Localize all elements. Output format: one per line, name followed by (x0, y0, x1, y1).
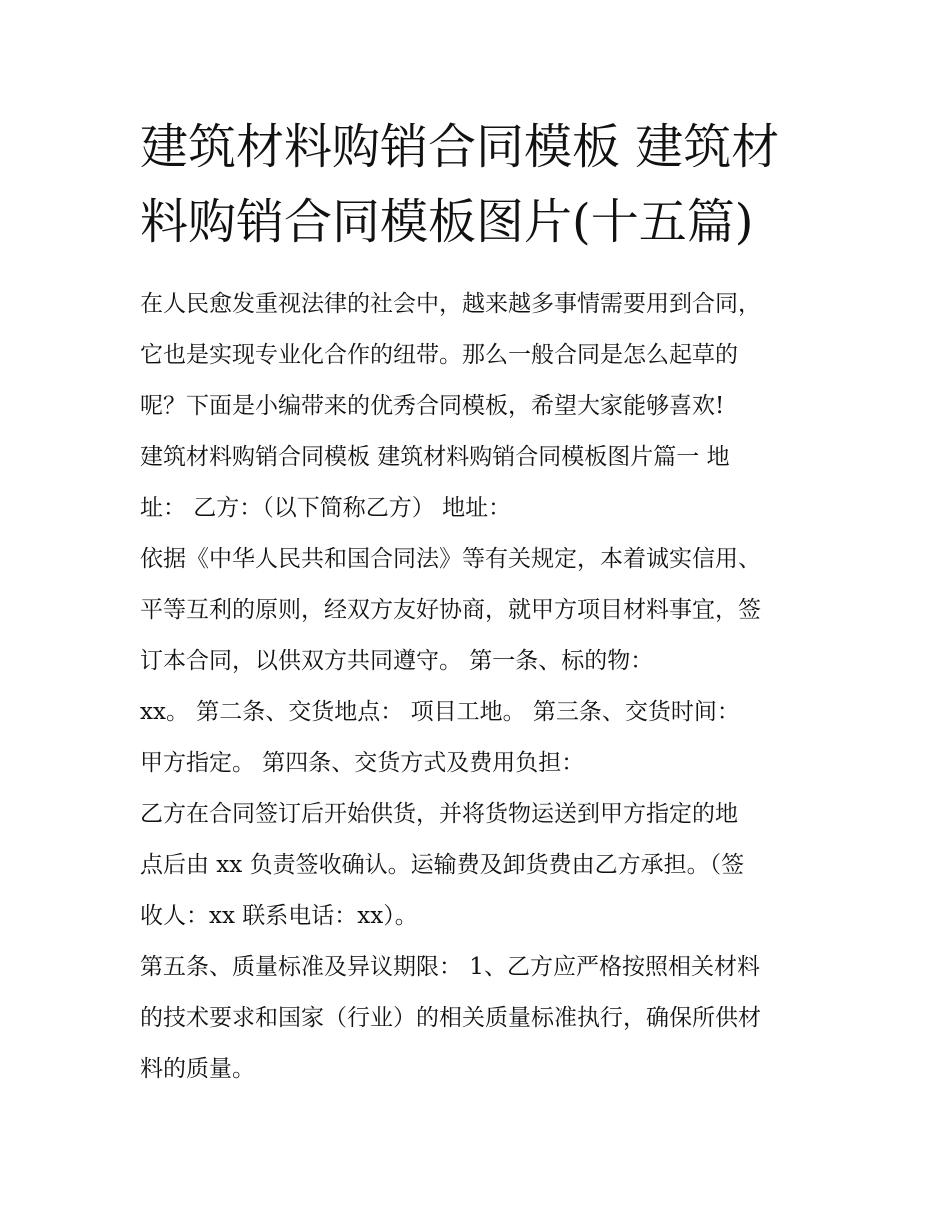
body-line: 订本合同，以供双方共同遵守。 第一条、标的物： (140, 648, 654, 674)
body-line: 的技术要求和国家（行业）的相关质量标准执行，确保所供材 (140, 1005, 761, 1031)
body-line: 依据《中华人民共和国合同法》等有关规定，本着诚实信用、 (140, 546, 761, 572)
body-line: 它也是实现专业化合作的纽带。那么一般合同是怎么起草的 (140, 342, 738, 368)
title-line: 料购销合同模板图片(十五篇) (140, 194, 754, 250)
body-line: 第五条、质量标准及异议期限： 1、乙方应严格按照相关材料 (140, 954, 760, 980)
document-title (140, 110, 820, 260)
title-line: 建筑材料购销合同模板 建筑材 (140, 119, 780, 175)
body-line: 料的质量。 (140, 1056, 255, 1082)
body-line: 收人：xx 联系电话：xx）。 (140, 903, 418, 929)
body-line: 建筑材料购销合同模板 建筑材料购销合同模板图片篇一 地 (140, 444, 730, 470)
body-line: 呢？下面是小编带来的优秀合同模板，希望大家能够喜欢! (140, 393, 725, 419)
body-line: 乙方在合同签订后开始供货，并将货物运送到甲方指定的地 (140, 801, 738, 827)
document-body (140, 279, 840, 1095)
body-line: 在人民愈发重视法律的社会中，越来越多事情需要用到合同， (140, 291, 761, 317)
body-line: xx。 第二条、交货地点： 项目工地。 第三条、交货时间： (140, 699, 740, 725)
body-line: 平等互利的原则，经双方友好协商，就甲方项目材料事宜，签 (140, 597, 761, 623)
body-line: 甲方指定。 第四条、交货方式及费用负担： (140, 750, 585, 776)
body-line: 址： 乙方：（以下简称乙方） 地址： (140, 495, 512, 521)
body-line: 点后由 xx 负责签收确认。运输费及卸货费由乙方承担。（签 (140, 852, 745, 878)
